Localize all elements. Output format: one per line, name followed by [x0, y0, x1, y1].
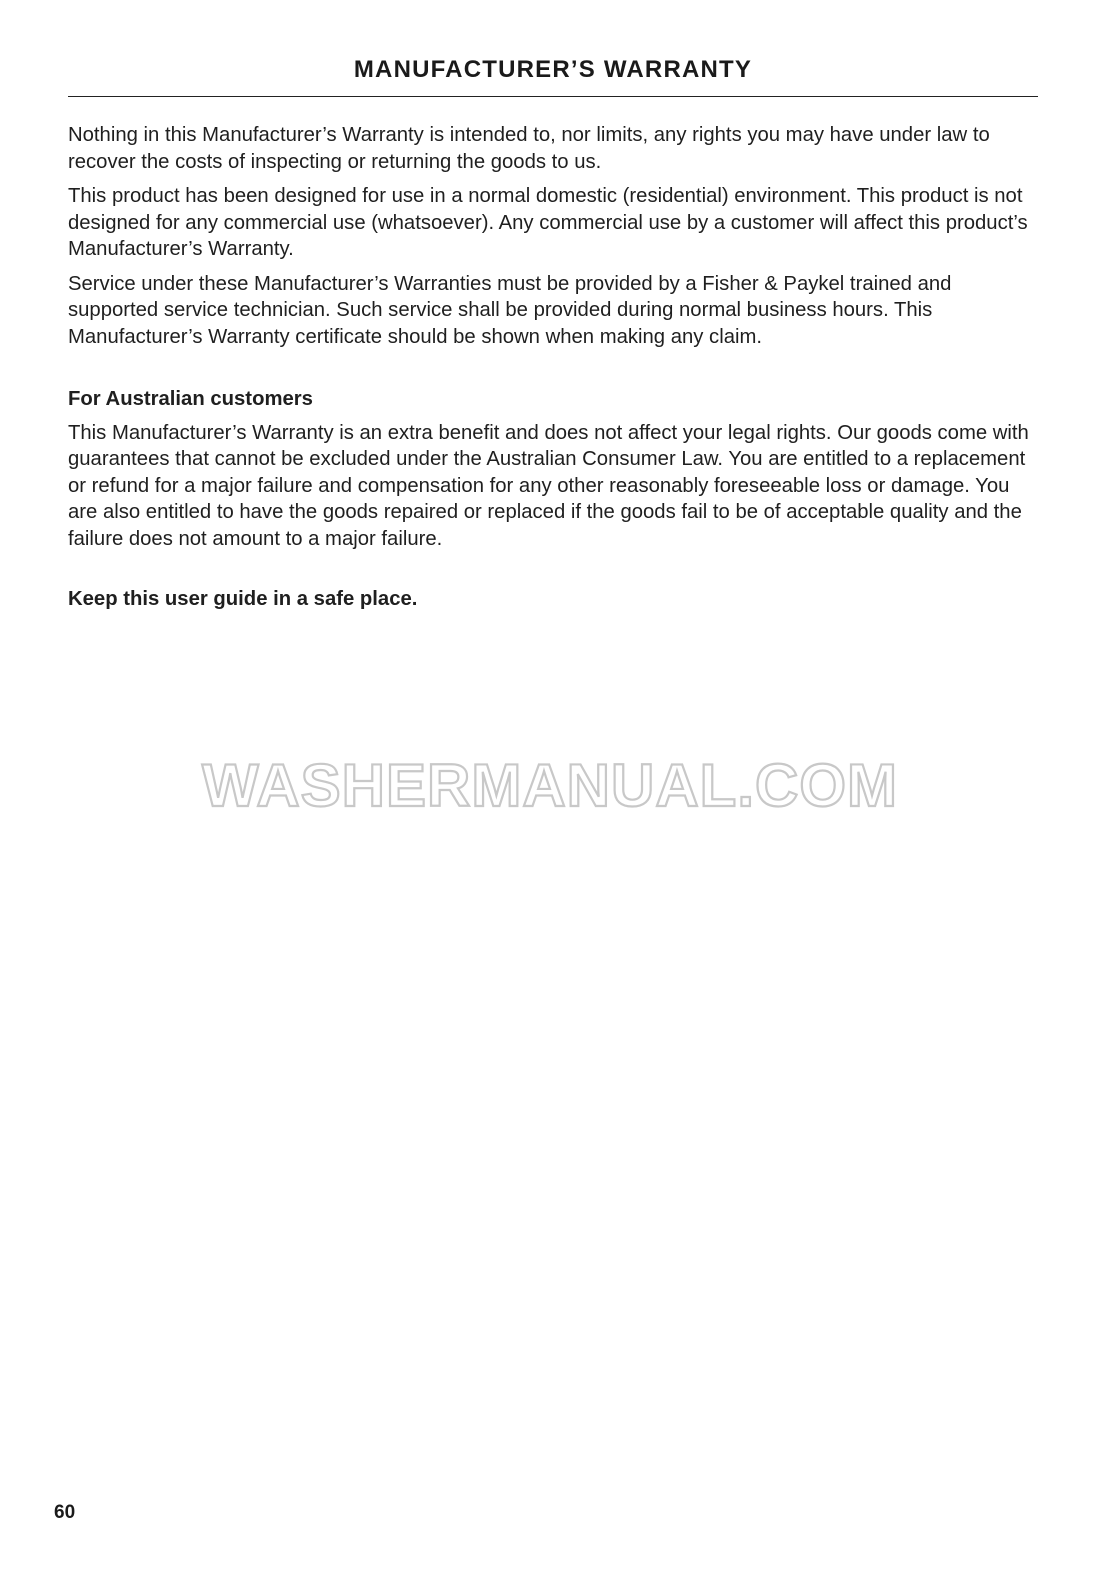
page-number: 60	[54, 1502, 76, 1523]
page-title: MANUFACTURER’S WARRANTY	[353, 56, 753, 83]
australian-customers-heading: For Australian customers	[68, 388, 313, 410]
warranty-content	[68, 122, 1043, 613]
paragraph-service: Service under these Manufacturer’s Warranties must be provided by a Fisher & Paykel trained and supported service technician. Such service shall be provided during normal business hours. This Manufacturer’s Warranty certificate should be shown when making any claim.	[68, 272, 952, 348]
keep-guide-note: Keep this user guide in a safe place.	[68, 588, 418, 610]
watermark-logo	[200, 752, 900, 822]
watermark-text: WASHERMANUAL.COM	[202, 752, 898, 819]
header-divider	[68, 96, 1038, 97]
australian-customers-body: This Manufacturer’s Warranty is an extra benefit and does not affect your legal rights. Our goods come with guarantees that cannot be excluded under the Australian Consumer Law. You are entitled to a replacement or refund for a major failure and compensation for any other reasonably foreseeable loss or damage. You are also entitled to have the goods repaired or replaced if the goods fail to be of acceptable quality and the failure does not amount to a major failure.	[68, 421, 1029, 550]
paragraph-rights: Nothing in this Manufacturer’s Warranty is intended to, nor limits, any rights you may have under law to recover the costs of inspecting or returning the goods to us.	[68, 124, 990, 173]
paragraph-domestic-use: This product has been designed for use in a normal domestic (residential) environment. This product is not designed for any commercial use (whatsoever). Any commercial use by a customer will affect this product’s Manufacturer’s Warranty.	[68, 185, 1028, 260]
